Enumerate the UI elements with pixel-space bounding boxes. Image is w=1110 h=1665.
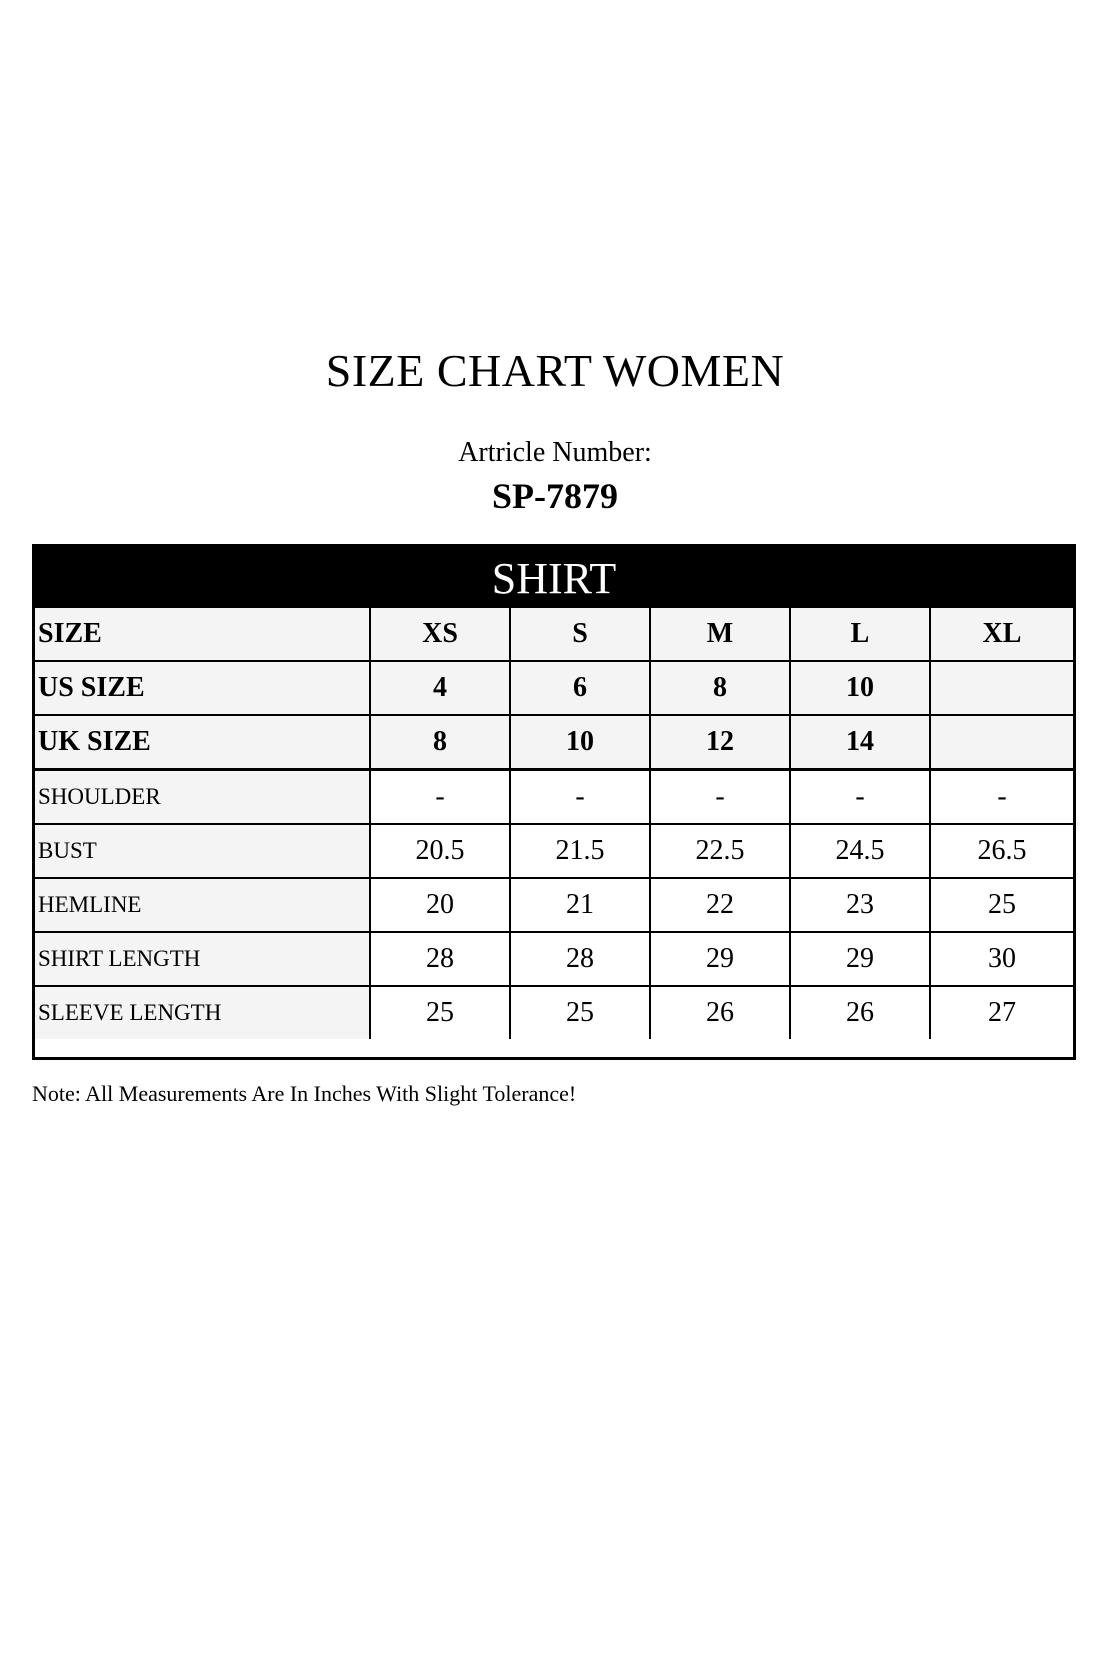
table-row-shirt-length [35, 932, 1073, 986]
table-row-hemline [35, 878, 1073, 932]
table-cell: L [790, 608, 930, 661]
table-cell: 6 [510, 661, 650, 715]
row-label: HEMLINE [35, 878, 370, 932]
table-cell: 12 [650, 715, 790, 770]
table-cell: 8 [650, 661, 790, 715]
section-header: SHIRT [35, 547, 1073, 608]
measurement-note: Note: All Measurements Are In Inches With Slight Tolerance! [32, 1081, 577, 1106]
table-cell: 27 [930, 986, 1073, 1039]
table-cell: - [930, 770, 1073, 825]
table-cell: 28 [510, 932, 650, 986]
table-cell: 26 [650, 986, 790, 1039]
table-cell: 29 [650, 932, 790, 986]
row-label: UK SIZE [35, 715, 370, 770]
table-row-size [35, 608, 1073, 661]
table-cell: 14 [790, 715, 930, 770]
table-cell: 26.5 [930, 824, 1073, 878]
article-number-value: SP-7879 [492, 476, 618, 516]
table-cell: 24.5 [790, 824, 930, 878]
table-cell: 20 [370, 878, 510, 932]
table-cell: - [370, 770, 510, 825]
table-cell: 29 [790, 932, 930, 986]
table-cell: 10 [510, 715, 650, 770]
table-row-shoulder [35, 770, 1073, 825]
size-table [35, 608, 1073, 1039]
table-cell: M [650, 608, 790, 661]
table-cell: 25 [510, 986, 650, 1039]
table-cell: 26 [790, 986, 930, 1039]
table-cell: - [510, 770, 650, 825]
table-cell: 25 [930, 878, 1073, 932]
table-cell: 25 [370, 986, 510, 1039]
article-number-label: Artricle Number: [458, 437, 652, 468]
table-cell: 8 [370, 715, 510, 770]
table-cell: - [790, 770, 930, 825]
row-label: SHIRT LENGTH [35, 932, 370, 986]
row-label: SHOULDER [35, 770, 370, 825]
row-label: SIZE [35, 608, 370, 661]
table-cell: 30 [930, 932, 1073, 986]
table-cell: XS [370, 608, 510, 661]
table-cell: 4 [370, 661, 510, 715]
table-row-sleeve-length [35, 986, 1073, 1039]
table-cell: 21.5 [510, 824, 650, 878]
table-cell: 28 [370, 932, 510, 986]
table-cell: S [510, 608, 650, 661]
page-title: SIZE CHART WOMEN [325, 345, 785, 396]
table-cell: 10 [790, 661, 930, 715]
row-label: BUST [35, 824, 370, 878]
table-row-bust [35, 824, 1073, 878]
table-cell: - [650, 770, 790, 825]
table-cell [930, 661, 1073, 715]
row-label: SLEEVE LENGTH [35, 986, 370, 1039]
size-chart-table [32, 544, 1076, 1060]
table-row-us-size [35, 661, 1073, 715]
table-cell [930, 715, 1073, 770]
table-row-uk-size [35, 715, 1073, 770]
table-cell: XL [930, 608, 1073, 661]
table-cell: 22.5 [650, 824, 790, 878]
table-cell: 23 [790, 878, 930, 932]
table-cell: 20.5 [370, 824, 510, 878]
table-cell: 22 [650, 878, 790, 932]
table-cell: 21 [510, 878, 650, 932]
row-label: US SIZE [35, 661, 370, 715]
